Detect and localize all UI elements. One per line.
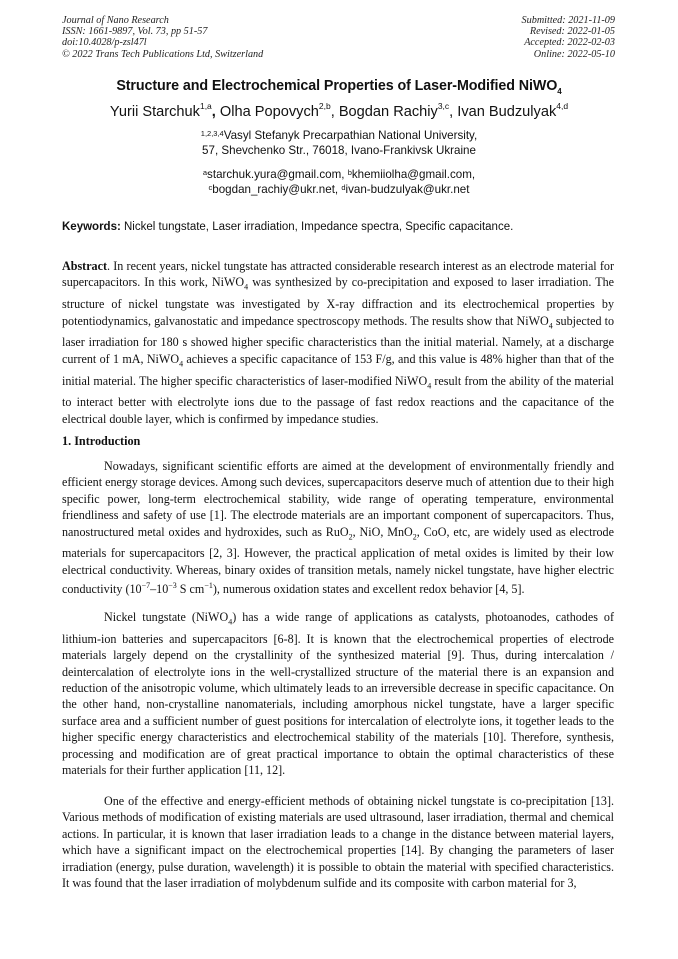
author-name: Olha Popovych <box>219 104 319 120</box>
paragraph: One of the effective and energy-efficient methods of obtaining nickel tungstate is co-precipitation [13]. Various methods of modification of existing materials are used ultrasound, laser irradiation, thermal and chemical actions. In particular, it is known that laser irradiation leads to a change in the distance between material layers, which have a significant impact on the electrochemical properties [14]. By changing the parameters of laser irradiation (energy, pulse duration, wavelength) it is possible to obtain the material with specified characteristics. It was found that the laser irradiation of molybdenum sulfide and its composite with carbon material for 3, <box>62 794 614 891</box>
submission-dates <box>522 15 615 60</box>
date-accepted: Accepted: 2022-02-03 <box>524 37 615 49</box>
email-sup: d <box>341 182 346 192</box>
email-list <box>0 168 678 197</box>
affiliation-line1: Vasyl Stefanyk Precarpathian National University, <box>223 129 478 142</box>
keywords-label: Keywords: <box>62 221 121 233</box>
journal-info <box>62 15 263 60</box>
date-online: Online: 2022-05-10 <box>533 48 615 60</box>
title-text: Structure and Electrochemical Properties of Laser-Modified NiWO <box>116 78 558 94</box>
email-link[interactable]: bogdan_rachiy@ukr.net, <box>212 182 342 196</box>
affiliation <box>0 129 678 158</box>
author-sup: 2,b <box>318 101 331 111</box>
journal-doi: doi:10.4028/p-zsl47l <box>62 37 147 49</box>
affiliation-line2: 57, Shevchenko Str., 76018, Ivano-Frankivsk Ukraine <box>202 143 476 157</box>
abstract-label: Abstract <box>62 259 108 273</box>
paragraph: Nowadays, significant scientific efforts are aimed at the development of environmentally friendly and efficient energy storage devices. Among such devices, supercapacitors deserve much of attention due to their high specific power, long-term electrochemical stability, wide range of operating temperature, environmental friendliness and safety of use [1]. The electrode materials are an important component of supercapacitors. Thus, nanostructured metal oxides and hydroxides, such as RuO$_2$, NiO, MnO$_2$, CoO, etc, are widely used as electrode materials for supercapacitors [2, 3]. However, the practical application of metal oxides is limited by their low electrical conductivity. Whereas, binary oxides of transition metals, namely nickel tungstate, have higher electric conductivity ($10^{-7}-10^{-3}$ S $cm^{-1}$), numerous oxidation states and excellent redox behavior [4, 5]. <box>62 459 614 597</box>
paper-title <box>0 78 678 96</box>
title-subscript: 4 <box>557 86 562 96</box>
author-sup: 3,c <box>437 101 450 111</box>
date-revised: Revised: 2022-01-05 <box>529 26 615 38</box>
author-name: Ivan Budzulyak <box>457 104 557 120</box>
email-sup: b <box>347 168 352 177</box>
email-sup: c <box>208 182 213 192</box>
journal-name: Journal of Nano Research <box>62 15 169 26</box>
keywords-text: Nickel tungstate, Laser irradiation, Impedance spectra, Specific capacitance. <box>120 221 514 233</box>
journal-issn: ISSN: 1661-9897, Vol. 73, pp 51-57 <box>62 26 208 38</box>
email-link[interactable]: ivan-budzulyak@ukr.net <box>345 182 470 196</box>
author-sup: 1,a <box>199 101 212 111</box>
paragraph: Nickel tungstate (NiWO$_4$) has a wide range of applications as catalysts, photoanodes, cathodes of lithium-ion batteries and supercapacitors [6-8]. It is known that the electrochemical properties of electrode materials largely depend on the crystallinity of the synthesized material [9]. Thus, during intercalation / deintercalation of electrolyte ions in the well-crystallized structure of the material there is an expansion and reduction of the anisotropic volume, which ultimately leads to an irreversible decrease in specific capacitance. On the other hand, non-crystalline nanomaterials, including amorphous nickel tungstate, have a larger specific surface area and a sufficient number of guest positions for intercalation of electrolyte ions, it together leads to the higher specific energy characteristics and electrochemical stability of the materials [10]. Therefore, synthesis, processing and modification are of great practical importance to obtain the optimal characteristics of these materials for their further application [11, 12]. <box>62 610 615 778</box>
email-link[interactable]: starchuk.yura@gmail.com, <box>207 168 348 181</box>
author-name: Yurii Starchuk <box>109 104 200 120</box>
author-list: Yurii Starchuk$^{1,a}$, Olha Popovych$^{2,b}$, Bogdan Rachiy$^{3,c}$, Ivan Budzulyak$^{4,d}$ <box>109 101 569 120</box>
abstract <box>62 258 614 427</box>
email-sup: a <box>202 168 208 177</box>
journal-copyright: © 2022 Trans Tech Publications Ltd, Switzerland <box>62 48 264 60</box>
email-link[interactable]: khemiiolha@gmail.com, <box>351 168 476 181</box>
date-submitted: Submitted: 2021-11-09 <box>521 15 615 26</box>
abstract-text: . In recent years, nickel tungstate has attracted considerable research interest as an electrode material for supercapacitors. In this work, NiWO$_4$ was synthesized by co-precipitation and exposed to laser irradiation. The structure of nickel tungstate was investigated by X-ray diffraction and its electrochemical properties by potentiodynamics, galvanostatic and impedance spectroscopy methods. The results show that NiWO$_4$ subjected to laser irradiation for 180 s showed higher specific characteristics than the initial material. Namely, at a discharge current of 1 mA, NiWO$_4$ achieves a specific capacitance of 153 F/g, and this value is 48% higher than that of the initial material. The higher specific characteristics of laser-modified NiWO$_4$ result from the ability of the material to interact better with electrolyte ions due to the passage of fast redox reactions and the capacitance of the electrical double layer, which is confirmed by impedance studies. <box>62 259 615 426</box>
keywords <box>62 221 513 233</box>
section-heading: 1. Introduction <box>62 434 141 448</box>
author-sup: 4,d <box>556 101 569 111</box>
author-name: Bogdan Rachiy <box>338 104 438 120</box>
affiliation-sup: 1,2,3,4 <box>200 129 224 138</box>
